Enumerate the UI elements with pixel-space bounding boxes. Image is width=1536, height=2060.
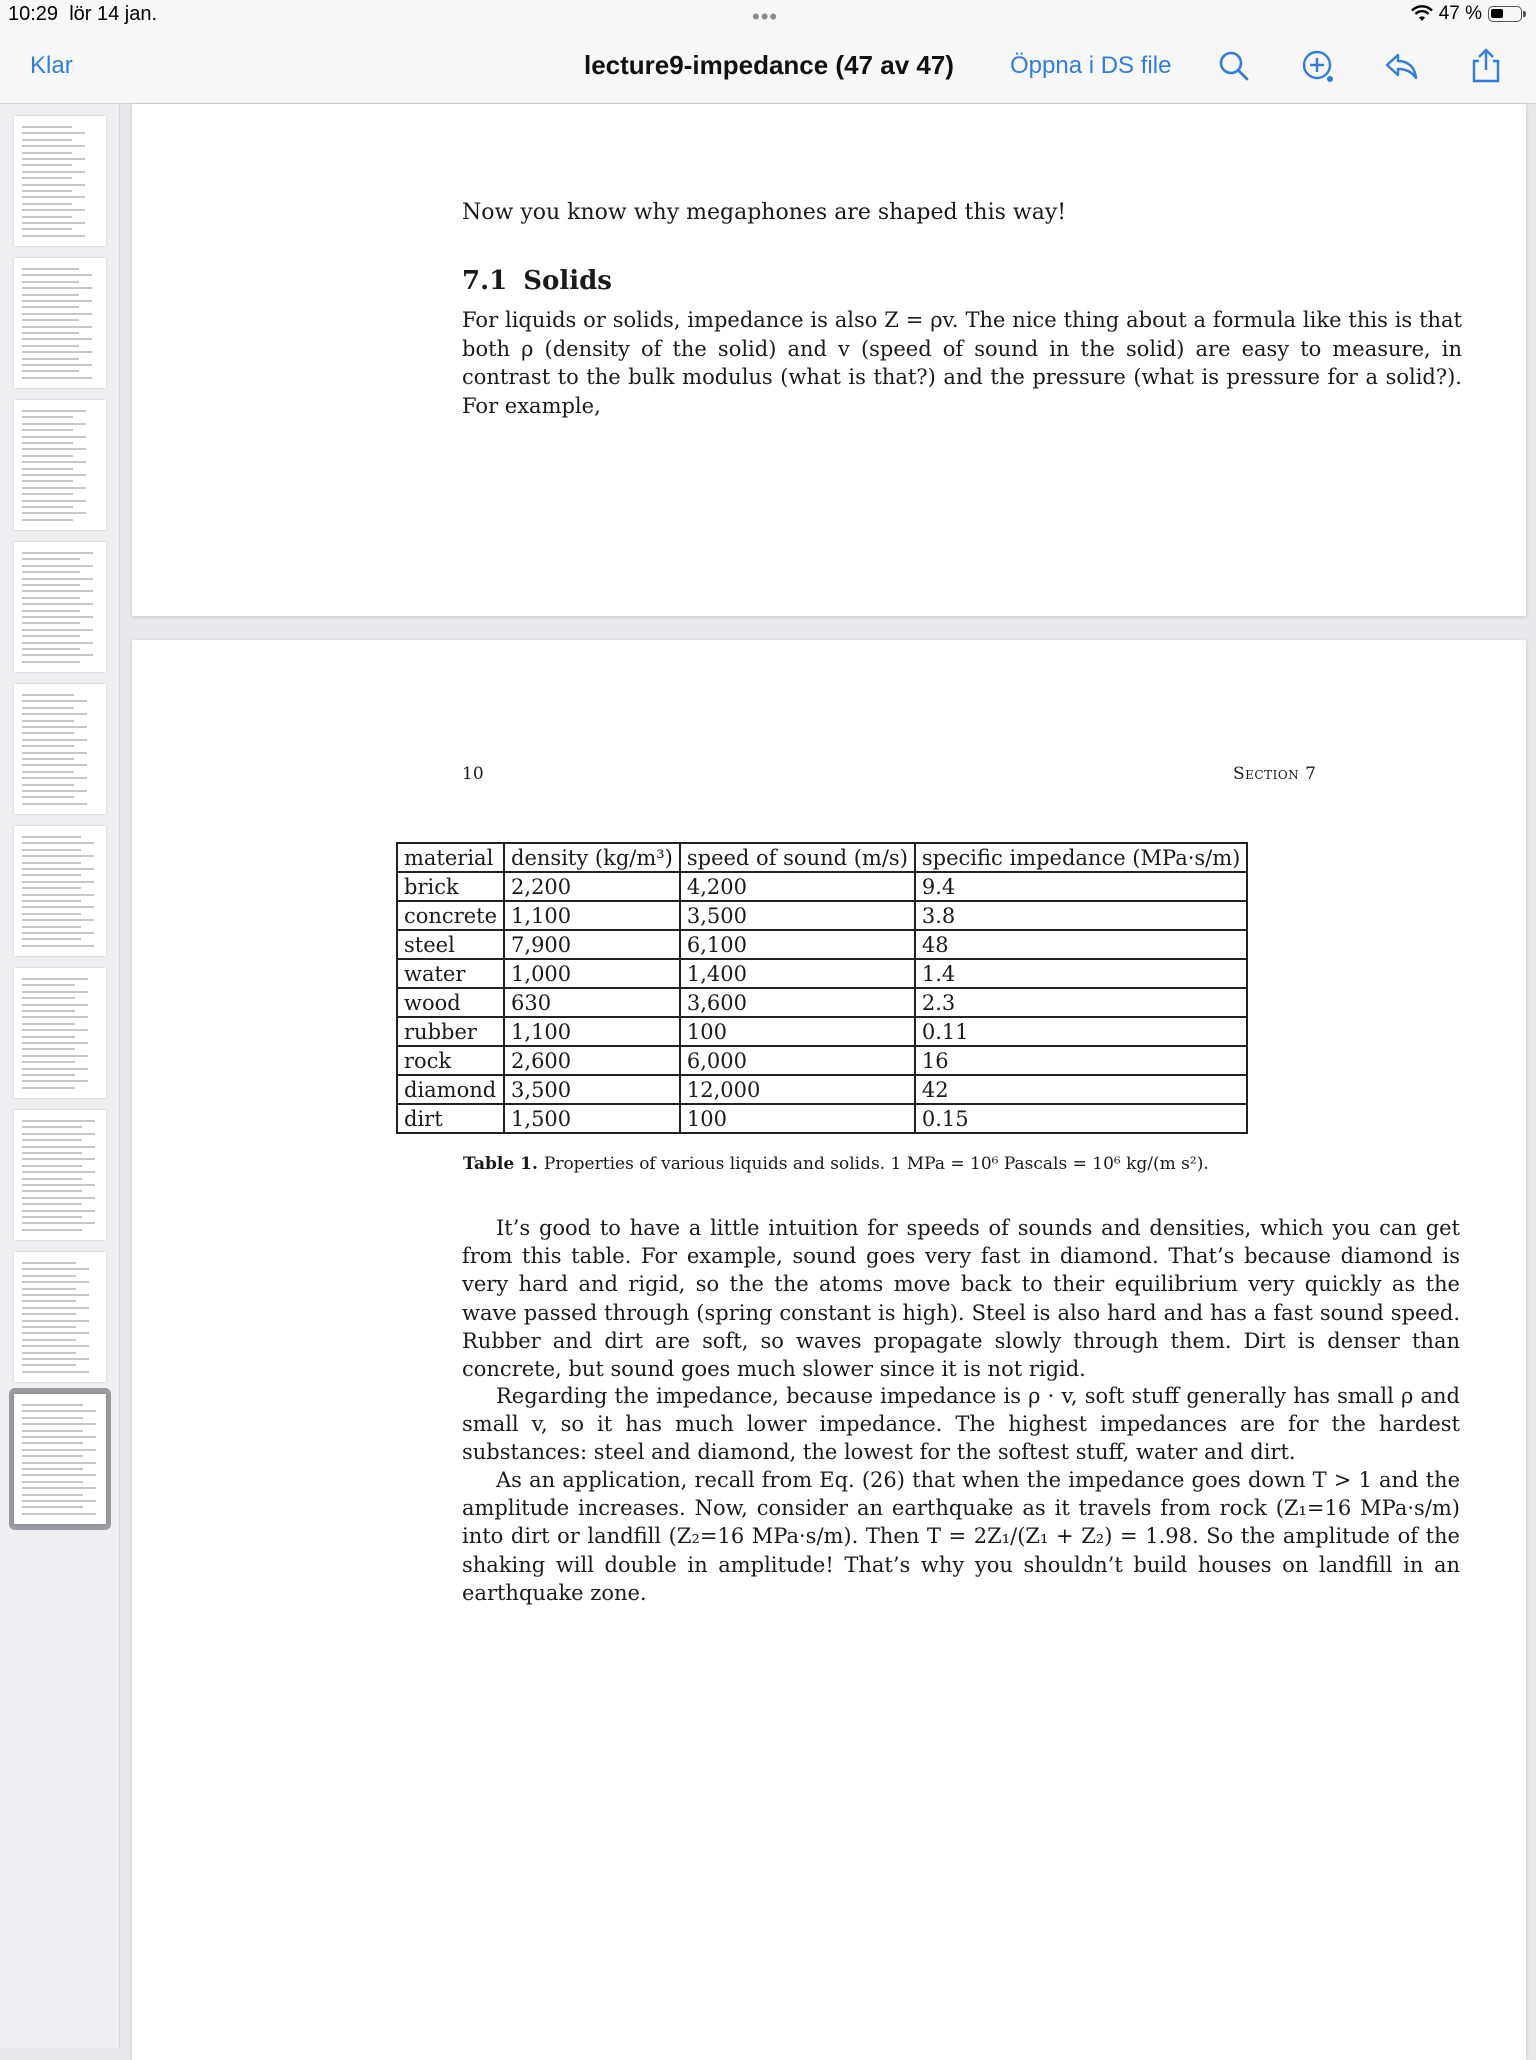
table-cell: 2,200	[504, 872, 680, 901]
battery-icon	[1488, 6, 1522, 22]
table-cell: 7,900	[504, 930, 680, 959]
table-cell: 1,100	[504, 1017, 680, 1046]
document-page	[132, 104, 1526, 616]
table-cell: rock	[397, 1046, 504, 1075]
page-thumbnail[interactable]	[14, 258, 106, 388]
table-cell: water	[397, 959, 504, 988]
status-right	[1411, 3, 1522, 25]
section-title: Solids	[523, 266, 612, 296]
page-thumbnail[interactable]	[14, 1110, 106, 1240]
table-cell: 2,600	[504, 1046, 680, 1075]
caption-text: Properties of various liquids and solids. 1 MPa = 10⁶ Pascals = 10⁶ kg/(m s²).	[543, 1154, 1209, 1174]
table-cell: 3.8	[915, 901, 1247, 930]
table-row	[397, 930, 1247, 959]
paragraph: For liquids or solids, impedance is also Z = ρv. The nice thing about a formula like this is that both ρ (density of the solid) and v (speed of sound in the solid) are easy to measure, in contrast to the bulk modulus (what is that?) and the pressure (what is pressure for a solid?). For example,	[462, 308, 1462, 418]
table-row	[397, 959, 1247, 988]
page-thumbnail[interactable]	[14, 542, 106, 672]
thumbnail-sidebar[interactable]	[0, 104, 120, 2048]
paragraph: Regarding the impedance, because impedance is ρ · v, soft stuff generally has small ρ and small v, so it has much lower impedance. The highest impedances are for the hardest substances: steel and diamond, the lowest for the softest stuff, water and dirt.	[462, 1384, 1460, 1465]
intro-sentence: Now you know why megaphones are shaped this way!	[462, 200, 1067, 225]
table-cell: 42	[915, 1075, 1247, 1104]
wifi-icon	[1411, 5, 1433, 23]
share-icon[interactable]	[1466, 46, 1506, 86]
status-time: 10:29 lör 14 jan.	[8, 3, 158, 25]
done-button[interactable]: Klar	[30, 52, 73, 79]
table-row	[397, 988, 1247, 1017]
search-icon[interactable]	[1214, 46, 1254, 86]
page-thumbnail[interactable]	[14, 968, 106, 1098]
document-page	[132, 640, 1526, 2060]
caption-label: Table 1.	[463, 1154, 538, 1174]
reply-icon[interactable]	[1382, 46, 1422, 86]
table-cell: 2.3	[915, 988, 1247, 1017]
table-cell: 12,000	[680, 1075, 915, 1104]
table-cell: 1,500	[504, 1104, 680, 1133]
paragraph: As an application, recall from Eq. (26) that when the impedance goes down T > 1 and the amplitude increases. Now, consider an earthquake as it travels from rock (Z₁=16 MPa·s/m) into dirt or landfill (Z₂=16 MPa·s/m). Then T = 2Z₁/(Z₁ + Z₂) = 1.98. So the amplitude of the shaking will double in amplitude! That’s why you shouldn’t build houses on landfill in an earthquake zone.	[462, 1468, 1460, 1605]
table-row	[397, 901, 1247, 930]
table-cell: diamond	[397, 1075, 504, 1104]
navigation-bar	[0, 32, 1536, 104]
document-title: lecture9-impedance (47 av 47)	[584, 50, 954, 80]
status-date: lör 14 jan.	[69, 3, 158, 25]
table-header-cell: specific impedance (MPa·s/m)	[915, 843, 1247, 872]
table-row	[397, 1075, 1247, 1104]
table-cell: 3,600	[680, 988, 915, 1017]
page-thumbnail[interactable]	[14, 1252, 106, 1382]
page-thumbnail[interactable]	[14, 684, 106, 814]
table-cell: 630	[504, 988, 680, 1017]
page-thumbnail[interactable]	[14, 400, 106, 530]
table-cell: brick	[397, 872, 504, 901]
table-cell: 48	[915, 930, 1247, 959]
table-row	[397, 1046, 1247, 1075]
page-thumbnail[interactable]	[14, 116, 106, 246]
table-header-row	[397, 843, 1247, 872]
table-cell: wood	[397, 988, 504, 1017]
table-cell: 0.11	[915, 1017, 1247, 1046]
page-number: 10	[462, 764, 484, 784]
table-cell: rubber	[397, 1017, 504, 1046]
status-bar	[0, 0, 1536, 32]
table-header-cell: speed of sound (m/s)	[680, 843, 915, 872]
section-heading	[462, 266, 628, 296]
page-thumbnail[interactable]	[14, 826, 106, 956]
open-in-app-button[interactable]: Öppna i DS file	[1010, 52, 1172, 79]
table-row	[397, 872, 1247, 901]
table-cell: 0.15	[915, 1104, 1247, 1133]
multitasking-dots[interactable]: •••	[752, 4, 779, 29]
paragraph: It’s good to have a little intuition for speeds of sounds and densities, which you can get from this table. For example, sound goes very fast in diamond. That’s because diamond is very hard and rigid, so the the atoms move back to their equilibrium very quickly as the wave passed through (spring constant is high). Steel is also hard and has a fast sound speed. Rubber and dirt are soft, so waves propagate slowly through them. Dirt is denser than concrete, but sound goes much slower since it is not rigid.	[462, 1216, 1460, 1382]
table-cell: concrete	[397, 901, 504, 930]
table-cell: dirt	[397, 1104, 504, 1133]
table-cell: 100	[680, 1104, 915, 1133]
table-cell: 9.4	[915, 872, 1247, 901]
table-cell: 1,400	[680, 959, 915, 988]
battery-percent: 47 %	[1438, 3, 1482, 24]
table-cell: 100	[680, 1017, 915, 1046]
table-cell: 4,200	[680, 872, 915, 901]
table-header-cell: density (kg/m³)	[504, 843, 680, 872]
table-cell: 1,000	[504, 959, 680, 988]
add-annotation-icon[interactable]	[1298, 46, 1338, 86]
section-number: 7.1	[462, 266, 508, 296]
table-cell: 6,100	[680, 930, 915, 959]
table-row	[397, 1017, 1247, 1046]
table-cell: 1.4	[915, 959, 1247, 988]
table-cell: 3,500	[680, 901, 915, 930]
table-cell: 1,100	[504, 901, 680, 930]
table-caption	[463, 1154, 1209, 1174]
table-cell: 16	[915, 1046, 1247, 1075]
table-cell: 6,000	[680, 1046, 915, 1075]
running-header: Section 7	[1233, 764, 1317, 784]
table-row	[397, 1104, 1247, 1133]
table-cell: steel	[397, 930, 504, 959]
page-thumbnail[interactable]	[14, 1394, 106, 1524]
table-cell: 3,500	[504, 1075, 680, 1104]
table-header-cell: material	[397, 843, 504, 872]
materials-table	[396, 842, 1248, 1134]
